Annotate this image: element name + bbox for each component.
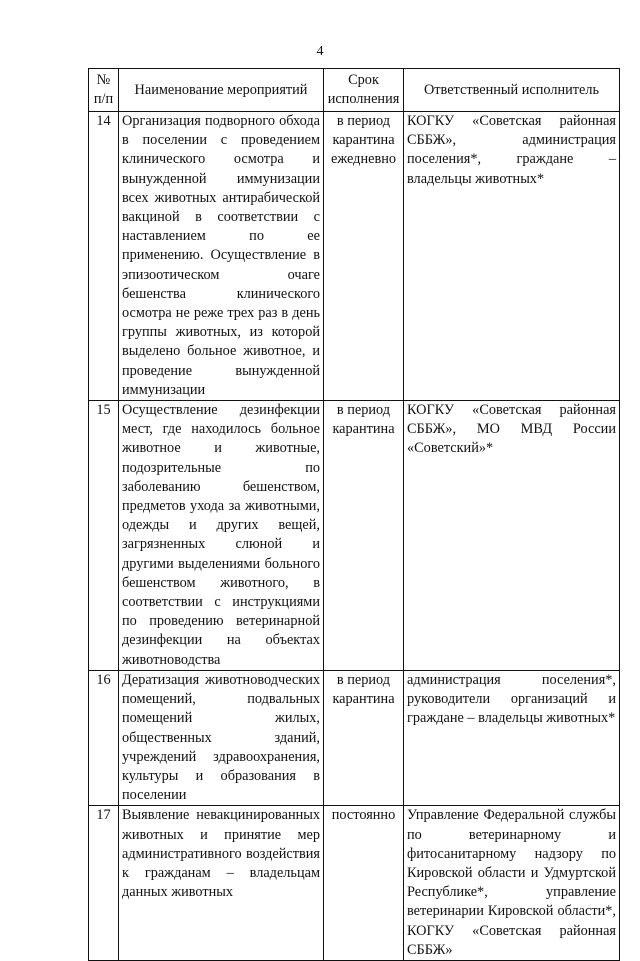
measure-name: Организация подворного обхода в поселении с проведением клинического осмотра и вынужденной иммунизации всех животных антирабической вакциной в соответствии с наставлением по ее применению. Осуществление в эпизоотическом очаге бешенства клинического осмотра не реже трех раз в день группы животных, из которой выделено больное животное, и проведение вынужденной иммунизации xyxy=(119,112,324,401)
measure-term: в период карантина xyxy=(324,670,404,805)
table-row xyxy=(89,112,620,401)
header-num: № п/п xyxy=(89,69,119,112)
measure-responsible: Управление Федеральной службы по ветеринарному и фитосанитарному надзору по Кировской области и Удмуртской Республике*, управление ветеринарии Кировской области*, КОГКУ «Советская районная СББЖ» xyxy=(404,806,620,961)
measure-term: в период карантина xyxy=(324,401,404,671)
measure-responsible: КОГКУ «Советская районная СББЖ», МО МВД России «Советский»* xyxy=(404,401,620,671)
table-row xyxy=(89,670,620,805)
measures-table xyxy=(88,68,620,961)
measure-responsible: администрация поселения*, руководители организаций и граждане – владельцы животных* xyxy=(404,670,620,805)
measure-responsible: КОГКУ «Советская районная СББЖ», администрация поселения*, граждане – владельцы животных* xyxy=(404,112,620,401)
measure-name: Выявление невакцинированных животных и принятие мер административного воздействия к гражданам – владельцам данных животных xyxy=(119,806,324,961)
header-responsible: Ответственный исполнитель xyxy=(404,69,620,112)
page-number: 4 xyxy=(316,44,324,59)
row-number: 16 xyxy=(89,670,119,805)
table-row xyxy=(89,806,620,961)
measure-term: постоянно xyxy=(324,806,404,961)
row-number: 14 xyxy=(89,112,119,401)
measure-name: Дератизация животноводческих помещений, подвальных помещений жилых, общественных зданий, учреждений здравоохранения, культуры и образования в поселении xyxy=(119,670,324,805)
header-term: Срок исполнения xyxy=(324,69,404,112)
measure-name: Осуществление дезинфекции мест, где находилось больное животное и животные, подозрительные по заболеванию бешенством, предметов ухода за животными, одежды и других вещей, загрязненных слюной и другими выделениями больного бешенством животного, в соответствии с инструкциями по проведению ветеринарной дезинфекции на объектах животноводства xyxy=(119,401,324,671)
row-number: 15 xyxy=(89,401,119,671)
row-number: 17 xyxy=(89,806,119,961)
header-name: Наименование мероприятий xyxy=(119,69,324,112)
table-header-row xyxy=(89,69,620,112)
measure-term: в период карантина ежедневно xyxy=(324,112,404,401)
table-row xyxy=(89,401,620,671)
